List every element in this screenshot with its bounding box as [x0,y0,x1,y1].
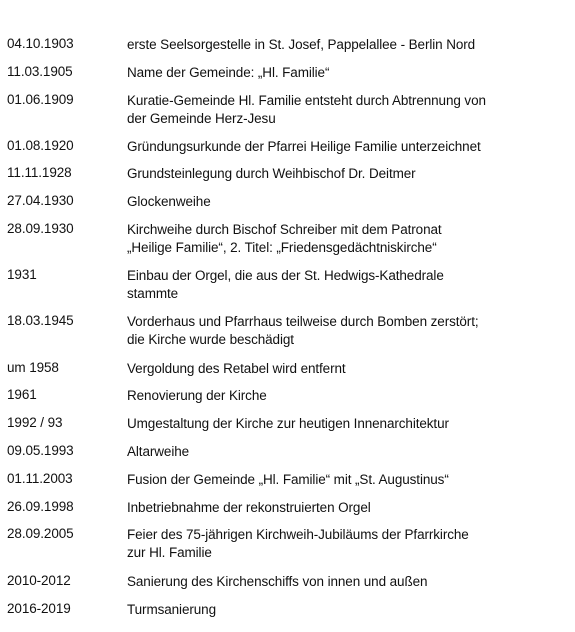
entry-text-line: stammte [127,286,179,301]
entry-text-line: Sanierung des Kirchenschiffs von innen und außen [127,574,428,589]
entry-description [127,360,567,378]
entry-text-line: Turmsanierung [127,602,216,617]
entry-description [127,165,567,183]
entry-text-line: Renovierung der Kirche [127,388,267,403]
entry-text-line: Inbetriebnahme der rekonstruierten Orgel [127,500,371,515]
entry-date: um 1958 [7,360,59,375]
entry-date: 28.09.2005 [7,526,74,541]
entry-text-line: Feier des 75-jährigen Kirchweih-Jubiläums der Pfarrkirche [127,527,469,542]
entry-date: 04.10.1903 [7,36,74,51]
entry-date: 01.06.1909 [7,92,74,107]
entry-text-line: Name der Gemeinde: „Hl. Familie“ [127,65,330,80]
entry-date: 2016-2019 [7,601,71,616]
entry-text-line: Vergoldung des Retabel wird entfernt [127,361,346,376]
entry-description [127,471,567,489]
entry-text-line: Grundsteinlegung durch Weihbischof Dr. Deitmer [127,166,416,181]
entry-description [127,64,567,82]
entry-description [127,138,567,156]
entry-date: 11.11.1928 [7,165,72,180]
entry-text-line: Kirchweihe durch Bischof Schreiber mit dem Patronat [127,222,442,237]
entry-text-line: erste Seelsorgestelle in St. Josef, Pappelallee - Berlin Nord [127,37,476,52]
entry-text-line: „Heilige Familie“, 2. Titel: „Friedensgedächtniskirche“ [127,240,437,255]
entry-description [127,573,567,591]
entry-description [127,601,567,619]
entry-date: 11.03.1905 [7,64,73,79]
entry-date: 1961 [7,387,37,402]
entry-description [127,443,567,461]
entry-description [127,193,567,211]
entry-date: 01.08.1920 [7,138,74,153]
entry-date: 2010-2012 [7,573,71,588]
entry-text-line: Einbau der Orgel, die aus der St. Hedwigs-Kathedrale [127,268,444,283]
entry-text-line: der Gemeinde Herz-Jesu [127,111,276,126]
entry-text-line: Glockenweihe [127,194,211,209]
entry-text-line: Altarweihe [127,444,190,459]
entry-date: 26.09.1998 [7,499,74,514]
entry-description [127,387,567,405]
entry-description [127,499,567,517]
entry-description [127,92,567,128]
entry-text-line: Vorderhaus und Pfarrhaus teilweise durch Bomben zerstört; [127,314,479,329]
entry-description [127,221,567,257]
entry-text-line: Umgestaltung der Kirche zur heutigen Innenarchitektur [127,416,449,431]
entry-date: 09.05.1993 [7,443,74,458]
entry-date: 1992 / 93 [7,415,63,430]
entry-description [127,36,567,54]
entry-text-line: zur Hl. Familie [127,545,212,560]
entry-date: 01.11.2003 [7,471,73,486]
entry-description [127,313,567,349]
entry-text-line: Fusion der Gemeinde „Hl. Familie“ mit „St. Augustinus“ [127,472,449,487]
entry-text-line: die Kirche wurde beschädigt [127,332,294,347]
entry-description [127,267,567,303]
entry-description [127,526,567,562]
entry-description [127,415,567,433]
entry-date: 18.03.1945 [7,313,74,328]
entry-date: 27.04.1930 [7,193,74,208]
entry-date: 1931 [7,267,37,282]
entry-text-line: Kuratie-Gemeinde Hl. Familie entsteht durch Abtrennung von [127,93,486,108]
entry-text-line: Gründungsurkunde der Pfarrei Heilige Familie unterzeichnet [127,139,481,154]
entry-date: 28.09.1930 [7,221,74,236]
